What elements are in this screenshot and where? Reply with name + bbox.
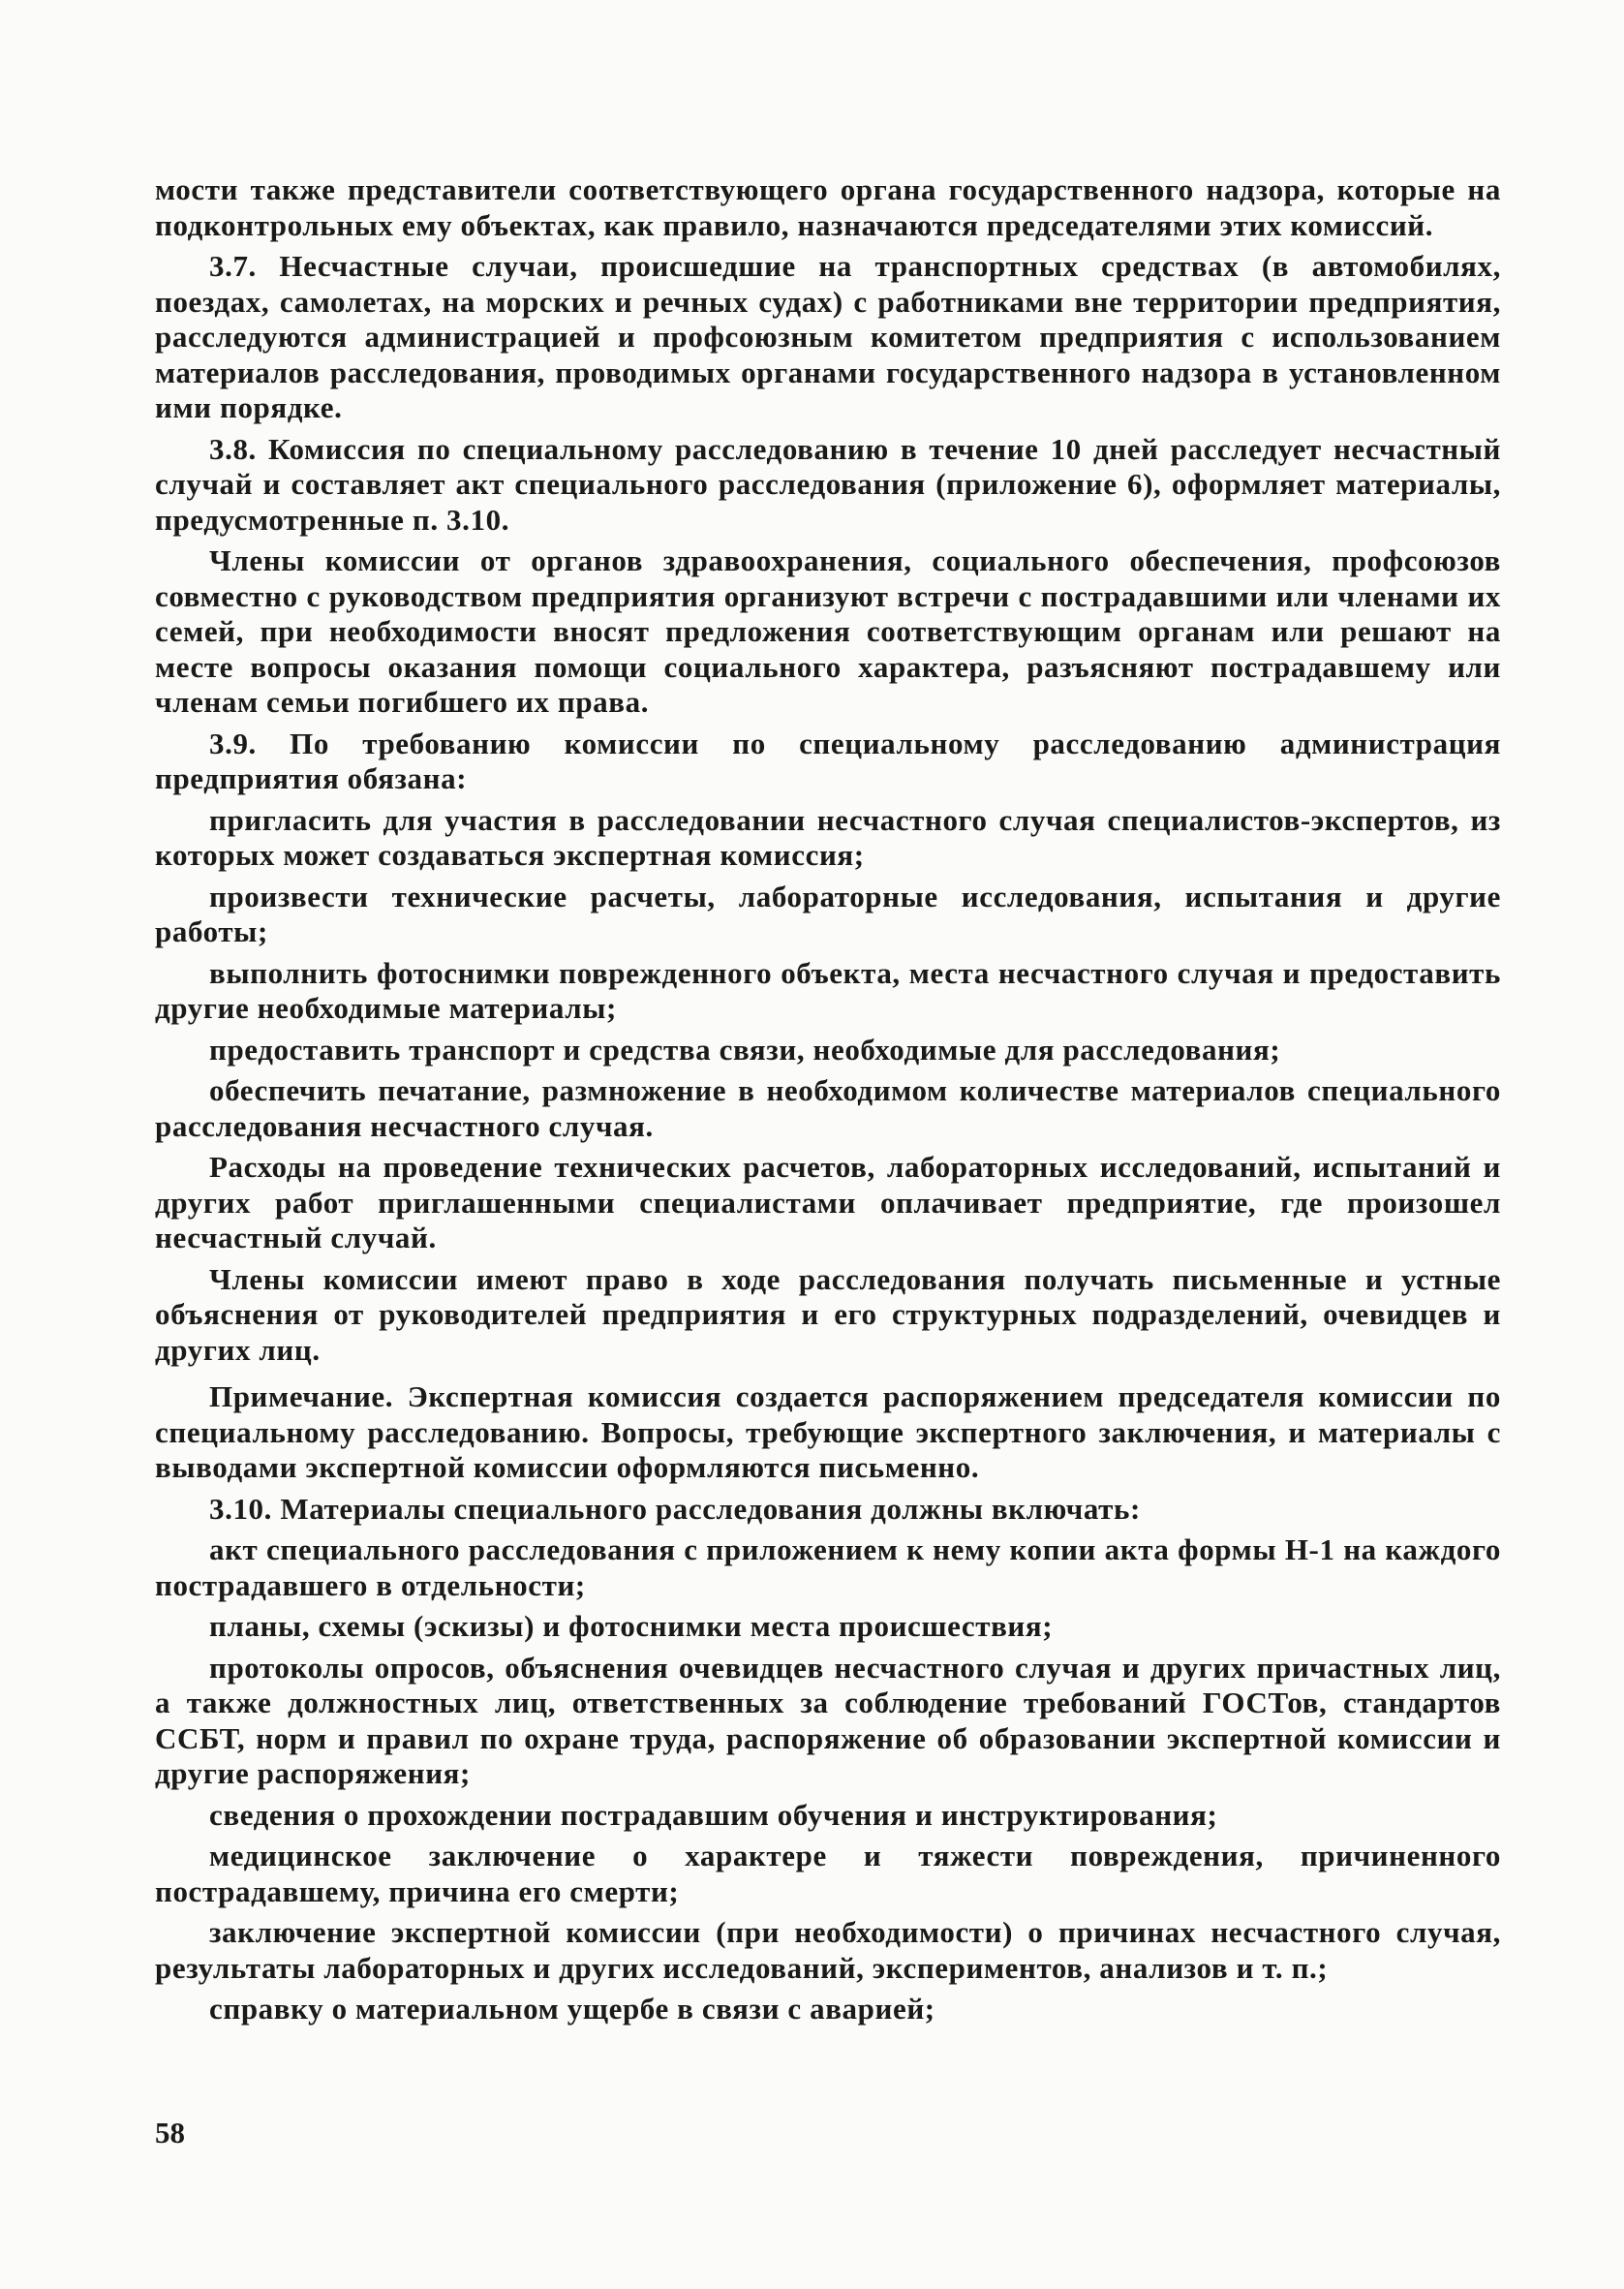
body-text bbox=[155, 172, 1501, 2033]
paragraph: Члены комиссии имеют право в ходе расследования получать письменные и устные объяснения от руководителей предприятия и его структурных подразделений, очевидцев и других лиц. bbox=[155, 1261, 1501, 1367]
paragraph: мости также представители соответствующего органа государственного надзора, которые на подконтрольных ему объектах, как правило, назначаются председателями этих комиссий. bbox=[155, 172, 1501, 242]
paragraph: 3.7. Несчастные случаи, происшедшие на транспортных средствах (в автомобилях, поездах, самолетах, на морских и речных судах) с работниками вне территории предприятия, расследуются администрацией и профсоюзным комитетом предприятия с использованием материалов расследования, проводимых органами государственного надзора в установленном ими порядке. bbox=[155, 249, 1501, 424]
note-paragraph bbox=[155, 1379, 1501, 1486]
paragraph: пригласить для участия в расследовании несчастного случая специалистов-экспертов, из которых может создаваться экспертная комиссия; bbox=[155, 802, 1501, 872]
paragraph: обеспечить печатание, размножение в необходимом количестве материалов специального расследования несчастного случая. bbox=[155, 1073, 1501, 1143]
paragraph: 3.9. По требованию комиссии по специальному расследованию администрация предприятия обязана: bbox=[155, 726, 1501, 795]
paragraph: медицинское заключение о характере и тяжести повреждения, причиненного пострадавшему, причина его смерти; bbox=[155, 1839, 1501, 1908]
note-text: Экспертная комиссия создается распоряжением председателя комиссии по специальному расследованию. Вопросы, требующие экспертного заключения, и материалы с выводами экспертной комиссии оформляются письменно. bbox=[155, 1379, 1501, 1484]
paragraph-group bbox=[155, 172, 1501, 1368]
paragraph-group bbox=[155, 1492, 1501, 2027]
paragraph: произвести технические расчеты, лабораторные исследования, испытания и другие работы; bbox=[155, 879, 1501, 948]
paragraph: 3.8. Комиссия по специальному расследованию в течение 10 дней расследует несчастный случай и составляет акт специального расследования (приложение 6), оформляет материалы, предусмотренные п. 3.10. bbox=[155, 431, 1501, 537]
paragraph: Расходы на проведение технических расчетов, лабораторных исследований, испытаний и других работ приглашенными специалистами оплачивает предприятие, где произошел несчастный случай. bbox=[155, 1150, 1501, 1254]
paragraph: акт специального расследования с приложением к нему копии акта формы Н-1 на каждого пострадавшего в отдельности; bbox=[155, 1532, 1501, 1602]
paragraph: сведения о прохождении пострадавшим обучения и инструктирования; bbox=[209, 1797, 1218, 1832]
paragraph: выполнить фотоснимки поврежденного объекта, места несчастного случая и предоставить другие необходимые материалы; bbox=[155, 955, 1501, 1025]
paragraph: справку о материальном ущербе в связи с аварией; bbox=[209, 1992, 935, 2026]
paragraph: протоколы опросов, объяснения очевидцев несчастного случая и других причастных лиц, а также должностных лиц, ответственных за соблюдение требований ГОСТов, стандартов ССБТ, норм и правил по охране труда, распоряжение об образовании экспертной комиссии и другие распоряжения; bbox=[155, 1650, 1501, 1790]
paragraph: Члены комиссии от органов здравоохранения, социального обеспечения, профсоюзов совместно с руководством предприятия организуют встречи с пострадавшими или членами их семей, при необходимости вносят предложения соответствующим органам или решают на месте вопросы оказания помощи социального характера, разъясняют пострадавшему или членам семьи погибшего их права. bbox=[155, 543, 1501, 719]
paragraph: предоставить транспорт и средства связи, необходимые для расследования; bbox=[209, 1032, 1281, 1067]
paragraph: планы, схемы (эскизы) и фотоснимки места происшествия; bbox=[209, 1609, 1054, 1643]
page-number: 58 bbox=[155, 2116, 185, 2150]
paragraph: 3.10. Материалы специального расследования должны включать: bbox=[209, 1491, 1141, 1526]
note-label: Примечание. bbox=[209, 1379, 394, 1413]
paragraph: заключение экспертной комиссии (при необходимости) о причинах несчастного случая, результаты лабораторных и других исследований, экспериментов, анализов и т. п.; bbox=[155, 1915, 1501, 1985]
